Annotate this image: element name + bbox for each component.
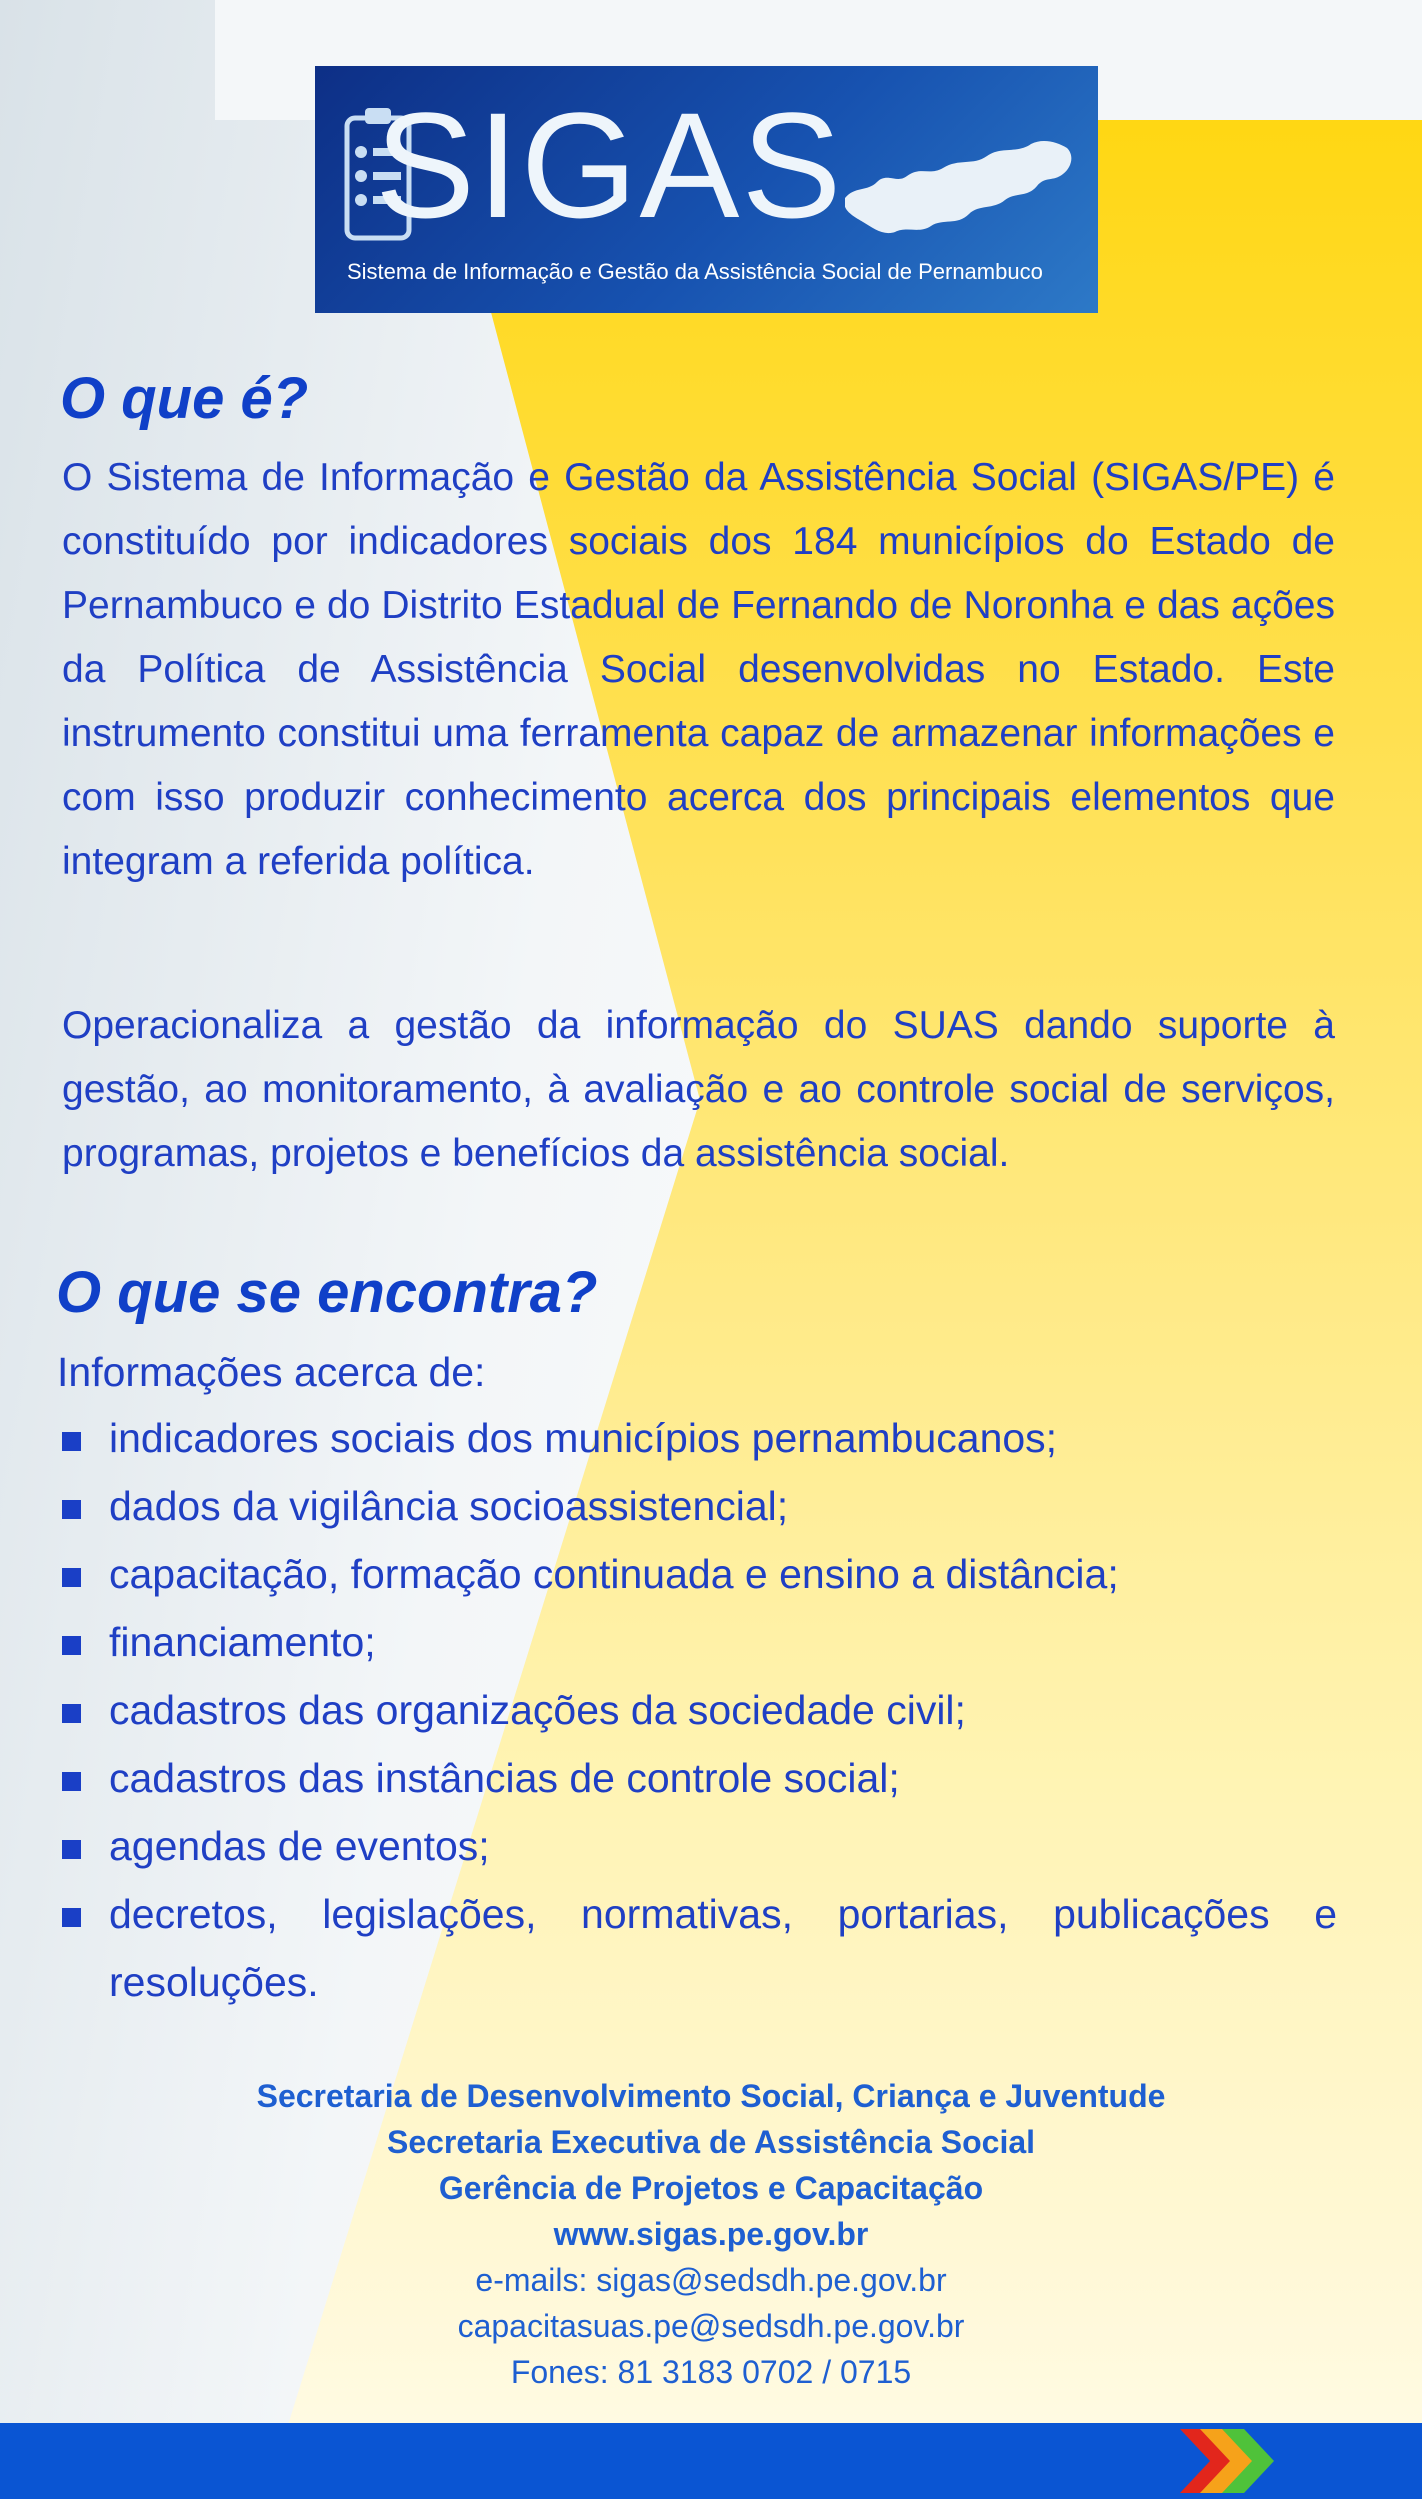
square-bullet-icon	[62, 1908, 81, 1927]
footer-secretariat: Secretaria de Desenvolvimento Social, Criança e Juventude	[256, 2078, 1166, 2114]
square-bullet-icon	[62, 1500, 81, 1519]
sigas-logo-banner	[315, 66, 1098, 313]
logo-subtitle: Sistema de Informação e Gestão da Assistência Social de Pernambuco	[347, 259, 1043, 284]
list-item: cadastros das instâncias de controle social;	[57, 1744, 1337, 1812]
list-item: cadastros das organizações da sociedade civil;	[57, 1676, 1337, 1744]
bottom-bar	[0, 2423, 1422, 2499]
square-bullet-icon	[62, 1568, 81, 1587]
contact-footer	[100, 2073, 1322, 2395]
list-item: financiamento;	[57, 1608, 1337, 1676]
chevron-arrows-icon	[1180, 2423, 1300, 2499]
email-line-2[interactable]: capacitasuas.pe@sedsdh.pe.gov.br	[457, 2308, 965, 2344]
footer-executive-secretariat: Secretaria Executiva de Assistência Social	[386, 2124, 1036, 2160]
square-bullet-icon	[62, 1636, 81, 1655]
list-item: decretos, legislações, normativas, portarias, publicações e resoluções.	[57, 1880, 1337, 2016]
topics-list	[57, 1404, 1337, 2016]
description-paragraph: O Sistema de Informação e Gestão da Assistência Social (SIGAS/PE) é constituído por indicadores sociais dos 184 municípios do Estado de Pernambuco e do Distrito Estadual de Fernando de Noronha e das ações da Política de Assistência Social desenvolvidas no Estado. Este instrumento constitui uma ferramenta capaz de armazenar informações e com isso produzir conhecimento acerca dos principais elementos que integram a referida política.	[62, 456, 1335, 883]
list-item: indicadores sociais dos municípios pernambucanos;	[57, 1404, 1337, 1472]
operations-paragraph: Operacionaliza a gestão da informação do SUAS dando suporte à gestão, ao monitoramento, à avaliação e ao controle social de serviços, programas, projetos e benefícios da assistência social.	[62, 1004, 1335, 1175]
website-link[interactable]: www.sigas.pe.gov.br	[553, 2216, 869, 2252]
phone-numbers: Fones: 81 3183 0702 / 0715	[510, 2354, 912, 2390]
logo-wordmark: SIGAS	[375, 81, 844, 249]
section-title-what-is-found: O que se encontra?	[56, 1260, 598, 1325]
list-item: dados da vigilância socioassistencial;	[57, 1472, 1337, 1540]
email-line-1[interactable]: e-mails: sigas@sedsdh.pe.gov.br	[475, 2262, 947, 2298]
section-title-what-is: O que é?	[60, 366, 309, 431]
list-item: agendas de eventos;	[57, 1812, 1337, 1880]
square-bullet-icon	[62, 1432, 81, 1451]
pernambuco-map-icon	[845, 136, 1075, 236]
list-item: capacitação, formação continuada e ensino a distância;	[57, 1540, 1337, 1608]
information-intro: Informações acerca de:	[57, 1349, 486, 1395]
square-bullet-icon	[62, 1772, 81, 1791]
square-bullet-icon	[62, 1840, 81, 1859]
footer-management: Gerência de Projetos e Capacitação	[438, 2170, 984, 2206]
square-bullet-icon	[62, 1704, 81, 1723]
